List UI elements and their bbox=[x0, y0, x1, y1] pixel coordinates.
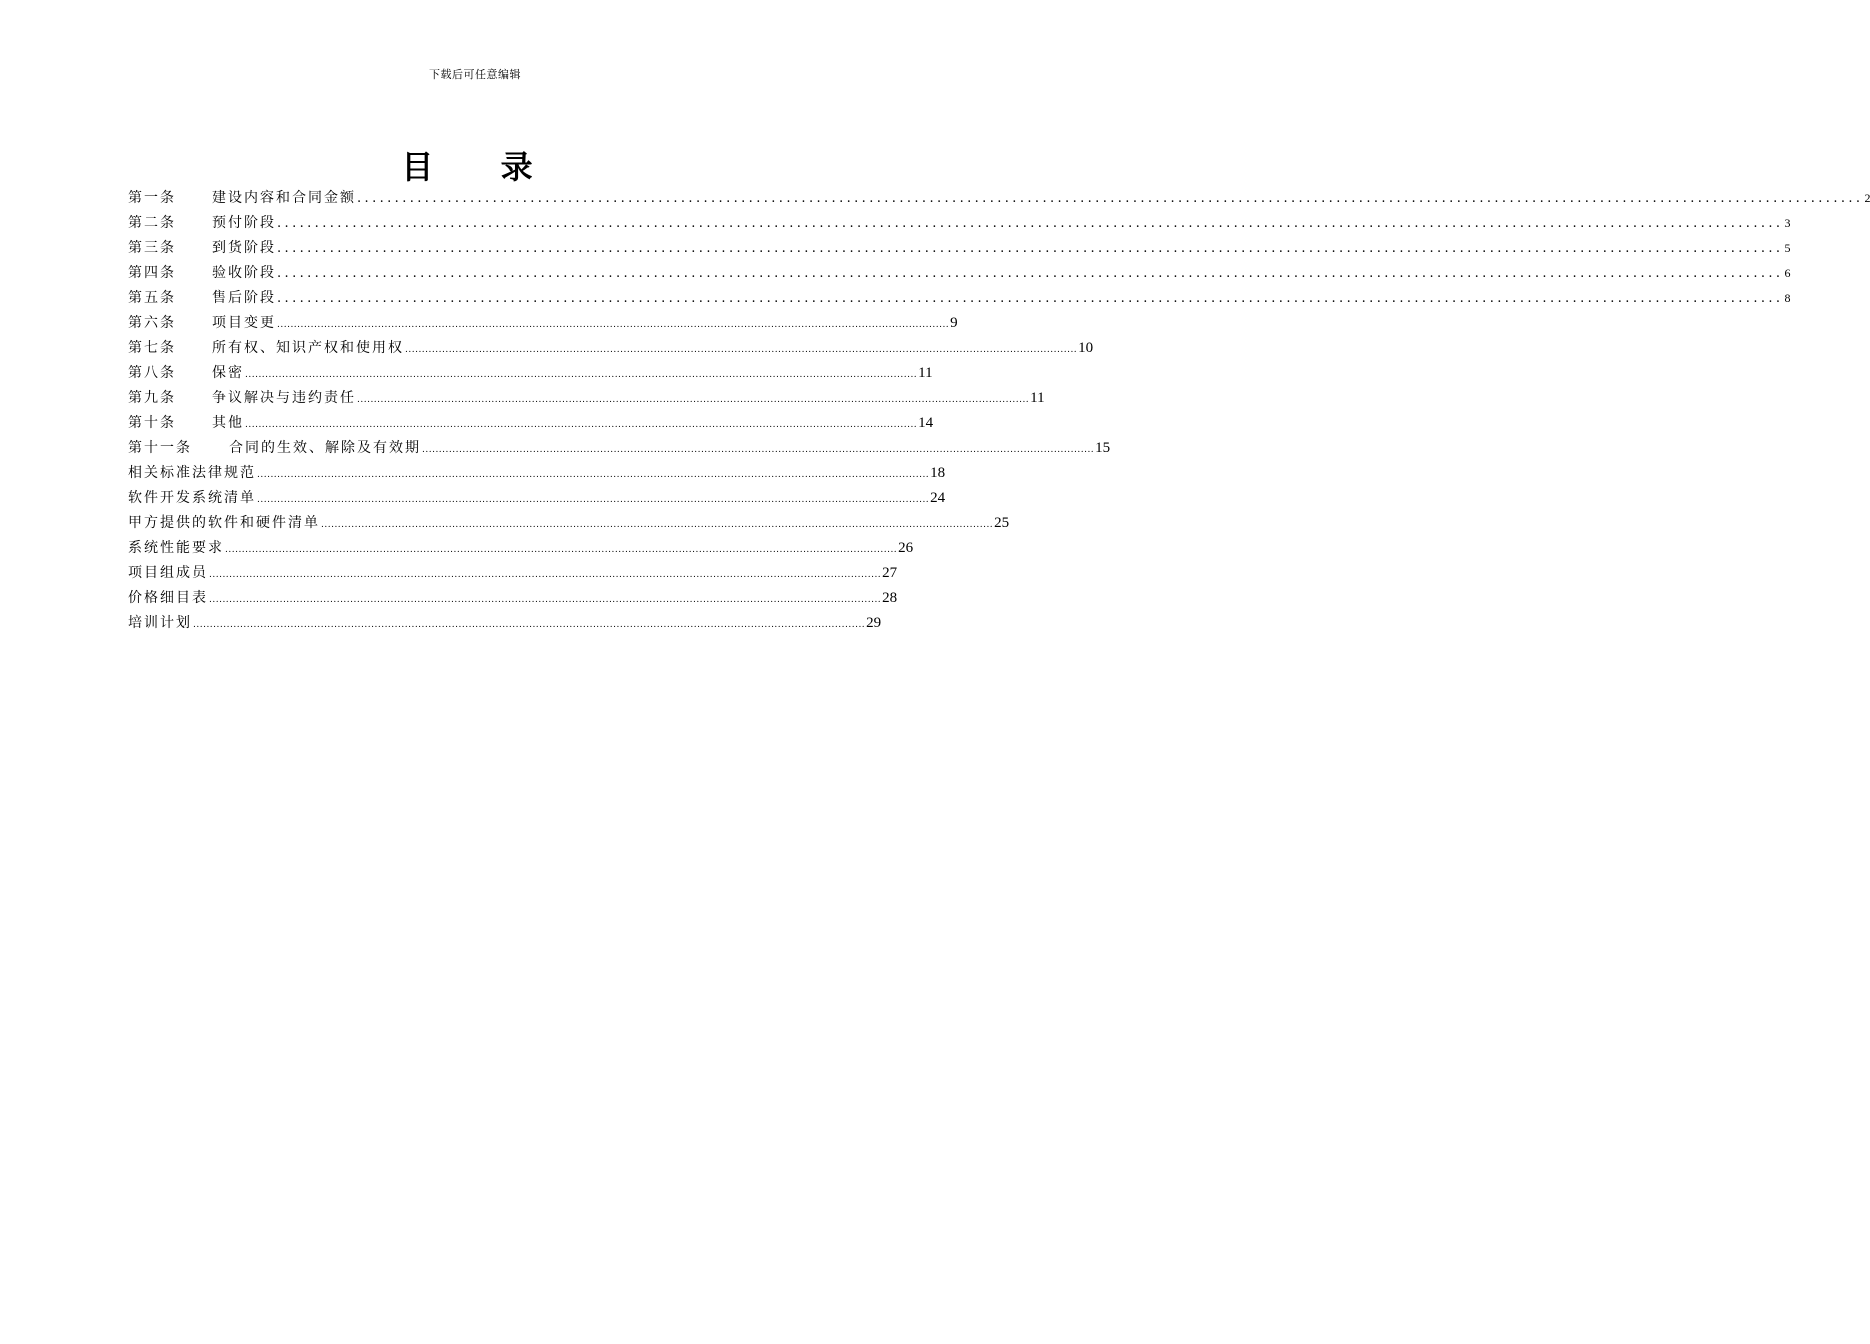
toc-dot-leader: ........................................................................................................................................................................................................ bbox=[209, 595, 882, 605]
toc-dot-leader: ........................................................................................................................................................................................................ bbox=[277, 216, 1784, 231]
toc-entry-page: 28 bbox=[882, 590, 898, 606]
toc-entry[interactable] bbox=[128, 461, 946, 486]
toc-dot-leader: ........................................................................................................................................................................................................ bbox=[245, 420, 918, 430]
toc-entry-title: 甲方提供的软件和硬件清单 bbox=[128, 515, 320, 531]
toc-entry[interactable] bbox=[128, 311, 958, 336]
toc-entry[interactable] bbox=[128, 511, 1010, 536]
toc-entry[interactable] bbox=[128, 261, 1791, 286]
toc-entry[interactable] bbox=[128, 611, 882, 636]
toc-dot-leader: ........................................................................................................................................................................................................ bbox=[193, 620, 866, 630]
toc-entry-page: 18 bbox=[930, 465, 946, 481]
toc-entry-number: 第四条 bbox=[128, 265, 176, 281]
toc-entry-number: 第三条 bbox=[128, 240, 176, 256]
toc-entry-title: 其他 bbox=[212, 415, 244, 431]
toc-entry[interactable] bbox=[128, 386, 1045, 411]
toc-dot-leader: ........................................................................................................................................................................................................ bbox=[257, 470, 930, 480]
toc-dot-leader: ........................................................................................................................................................................................................ bbox=[422, 445, 1095, 455]
toc-entry-title: 项目变更 bbox=[212, 315, 276, 331]
toc-entry-number: 第七条 bbox=[128, 340, 176, 356]
toc-entry[interactable] bbox=[128, 361, 933, 386]
toc-entry[interactable] bbox=[128, 236, 1791, 261]
toc-entry-number: 第一条 bbox=[128, 190, 176, 206]
toc-dot-leader: ........................................................................................................................................................................................................ bbox=[225, 545, 898, 555]
toc-dot-leader: ........................................................................................................................................................................................................ bbox=[405, 345, 1078, 355]
toc-entry[interactable] bbox=[128, 536, 914, 561]
toc-entry-page: 6 bbox=[1784, 266, 1791, 280]
toc-entry-number: 第十条 bbox=[128, 415, 176, 431]
toc-entry-title: 培训计划 bbox=[128, 615, 192, 631]
toc-entry-page: 2 bbox=[1864, 191, 1870, 205]
toc-entry-number: 第二条 bbox=[128, 215, 176, 231]
toc-dot-leader: ........................................................................................................................................................................................................ bbox=[357, 191, 1864, 206]
toc-entry-title: 相关标准法律规范 bbox=[128, 465, 256, 481]
toc-dot-leader: ........................................................................................................................................................................................................ bbox=[209, 570, 882, 580]
toc-entry-page: 11 bbox=[1030, 390, 1045, 406]
toc-entry-title: 价格细目表 bbox=[128, 590, 208, 606]
toc-entry-number: 第六条 bbox=[128, 315, 176, 331]
toc-entry-title: 建设内容和合同金额 bbox=[212, 190, 356, 206]
table-of-contents bbox=[128, 186, 1870, 636]
toc-entry-page: 11 bbox=[918, 365, 933, 381]
toc-entry[interactable] bbox=[128, 586, 898, 611]
toc-entry-title: 争议解决与违约责任 bbox=[212, 390, 356, 406]
toc-dot-leader: ........................................................................................................................................................................................................ bbox=[321, 520, 994, 530]
toc-entry-page: 3 bbox=[1784, 216, 1791, 230]
toc-entry[interactable] bbox=[128, 286, 1791, 311]
toc-entry-page: 14 bbox=[918, 415, 934, 431]
toc-entry-title: 项目组成员 bbox=[128, 565, 208, 581]
toc-entry-title: 保密 bbox=[212, 365, 244, 381]
toc-entry-page: 24 bbox=[930, 490, 946, 506]
toc-entry-title: 验收阶段 bbox=[212, 265, 276, 281]
toc-dot-leader: ........................................................................................................................................................................................................ bbox=[277, 291, 1784, 306]
toc-dot-leader: ........................................................................................................................................................................................................ bbox=[277, 241, 1784, 256]
toc-entry[interactable] bbox=[128, 561, 898, 586]
toc-entry-title: 售后阶段 bbox=[212, 290, 276, 306]
toc-entry-title: 系统性能要求 bbox=[128, 540, 224, 556]
toc-entry-page: 27 bbox=[882, 565, 898, 581]
toc-dot-leader: ........................................................................................................................................................................................................ bbox=[357, 395, 1030, 405]
toc-entry-page: 29 bbox=[866, 615, 882, 631]
toc-entry-title: 合同的生效、解除及有效期 bbox=[229, 440, 421, 456]
toc-entry-number: 第九条 bbox=[128, 390, 176, 406]
toc-dot-leader: ........................................................................................................................................................................................................ bbox=[245, 370, 918, 380]
toc-entry-page: 8 bbox=[1784, 291, 1791, 305]
toc-title: 目 录 bbox=[401, 148, 561, 186]
toc-entry-page: 26 bbox=[898, 540, 914, 556]
toc-entry-number: 第八条 bbox=[128, 365, 176, 381]
toc-entry[interactable] bbox=[128, 211, 1791, 236]
toc-entry-title: 到货阶段 bbox=[212, 240, 276, 256]
toc-entry-page: 25 bbox=[994, 515, 1010, 531]
toc-dot-leader: ........................................................................................................................................................................................................ bbox=[277, 266, 1784, 281]
toc-entry-title: 所有权、知识产权和使用权 bbox=[212, 340, 404, 356]
toc-entry[interactable] bbox=[128, 436, 1111, 461]
toc-entry-number: 第十一条 bbox=[128, 440, 192, 456]
toc-entry[interactable] bbox=[128, 411, 934, 436]
toc-dot-leader: ........................................................................................................................................................................................................ bbox=[277, 320, 950, 330]
toc-entry-page: 10 bbox=[1078, 340, 1094, 356]
toc-entry-page: 15 bbox=[1095, 440, 1111, 456]
toc-entry[interactable] bbox=[128, 336, 1094, 361]
toc-dot-leader: ........................................................................................................................................................................................................ bbox=[257, 495, 930, 505]
toc-entry[interactable] bbox=[128, 186, 1870, 211]
toc-entry-page: 5 bbox=[1784, 241, 1791, 255]
toc-entry-title: 预付阶段 bbox=[212, 215, 276, 231]
toc-entry-number: 第五条 bbox=[128, 290, 176, 306]
toc-entry-page: 9 bbox=[950, 315, 958, 331]
toc-entry[interactable] bbox=[128, 486, 946, 511]
toc-entry-title: 软件开发系统清单 bbox=[128, 490, 256, 506]
page-header-note: 下载后可任意编辑 bbox=[429, 68, 521, 81]
